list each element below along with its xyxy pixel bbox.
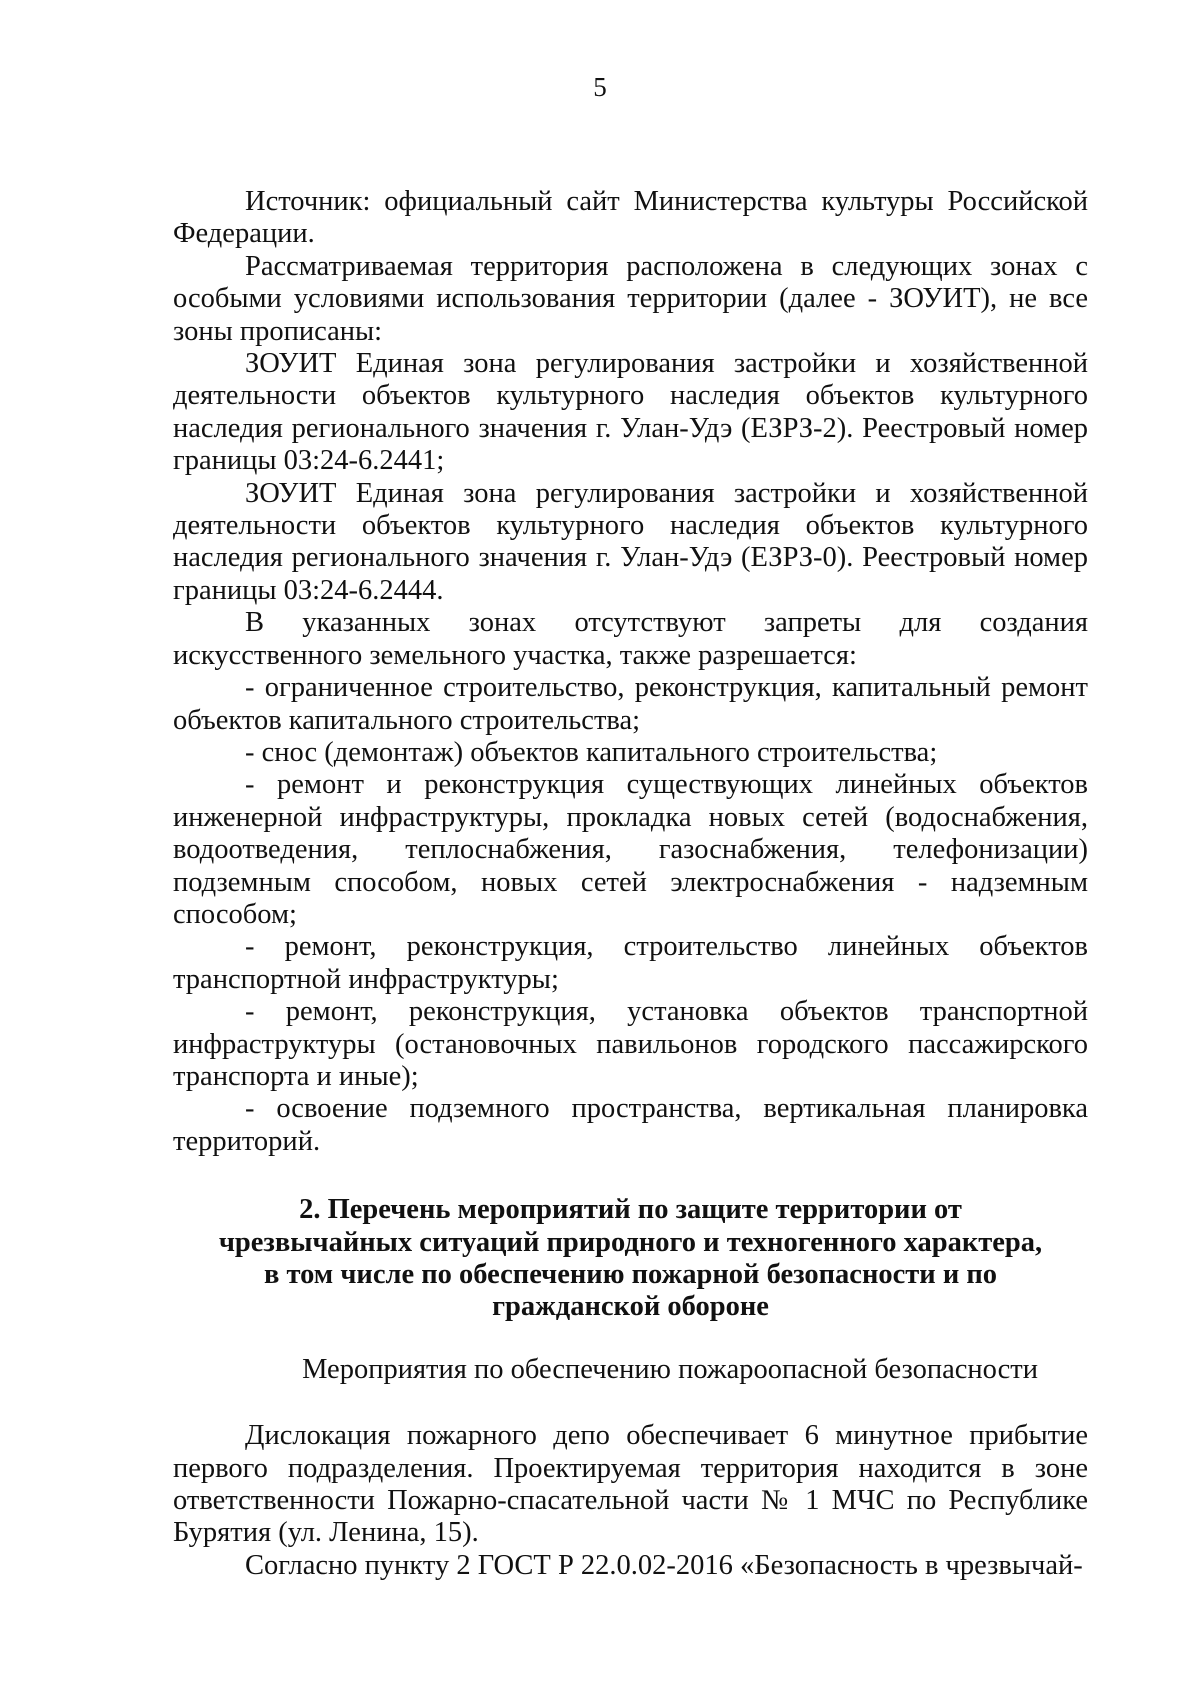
paragraph-source: Источник: официальный сайт Министерства культуры Российской Федерации. [173,186,1088,250]
section-heading-line: в том числе по обеспечению пожарной безопасности и по [263,1259,998,1290]
section-heading-line: чрезвычайных ситуаций природного и техногенного характера, [218,1226,1043,1258]
list-item: - освоение подземного пространства, вертикальная планировка территорий. [173,1093,1088,1157]
section-heading [173,1194,1088,1324]
section-heading-line: гражданской обороне [492,1291,769,1323]
document-body [173,186,1088,1582]
list-item: - ремонт, реконструкция, строительство линейных объектов транспортной инфраструктуры; [173,931,1088,995]
paragraph-fire-depot: Дислокация пожарного депо обеспечивает 6 минутное прибытие первого подразделения. Проектируемая территория находится в зоне ответственности Пожарно-спасательной части № 1 МЧС по Республике Бурятия (ул. Ленина, 15). [173,1420,1088,1549]
spacer [173,1386,1088,1420]
paragraph-zone-ezrz-2: ЗОУИТ Единая зона регулирования застройки и хозяйственной деятельности объектов культурного наследия объектов культурного наследия регионального значения г. Улан-Удэ (ЕЗРЗ-2). Реестровый номер границы 03:24-6.2441; [173,348,1088,477]
paragraph-allowed-intro: В указанных зонах отсутствуют запреты для создания искусственного земельного участка, также разрешается: [173,607,1088,671]
subsection-heading: Мероприятия по обеспечению пожароопасной безопасности [302,1353,1038,1385]
paragraph-zone-ezrz-0: ЗОУИТ Единая зона регулирования застройки и хозяйственной деятельности объектов культурного наследия объектов культурного наследия регионального значения г. Улан-Удэ (ЕЗРЗ-0). Реестровый номер границы 03:24-6.2444. [173,477,1088,606]
paragraph-gost: Согласно пункту 2 ГОСТ Р 22.0.02-2016 «Безопасность в чрезвычай- [245,1549,1083,1581]
list-item: - ремонт и реконструкция существующих линейных объектов инженерной инфраструктуры, прокладка новых сетей (водоснабжения, водоотведения, теплоснабжения, газоснабжения, телефонизации) подземным способом, новых сетей электроснабжения - надземным способом; [173,769,1088,930]
page-number: 5 [593,72,607,102]
list-item: - ремонт, реконструкция, установка объектов транспортной инфраструктуры (остановочных павильонов городского пассажирского транспорта и иные); [173,996,1088,1092]
section-heading-line: 2. Перечень мероприятий по защите территории от [299,1194,962,1226]
list-item: - ограниченное строительство, реконструкция, капитальный ремонт объектов капитального строительства; [173,672,1088,736]
paragraph-zones-intro: Рассматриваемая территория расположена в следующих зонах с особыми условиями использования территории (далее - ЗОУИТ), не все зоны прописаны: [173,250,1088,347]
list-item: - снос (демонтаж) объектов капитального строительства; [245,736,938,768]
